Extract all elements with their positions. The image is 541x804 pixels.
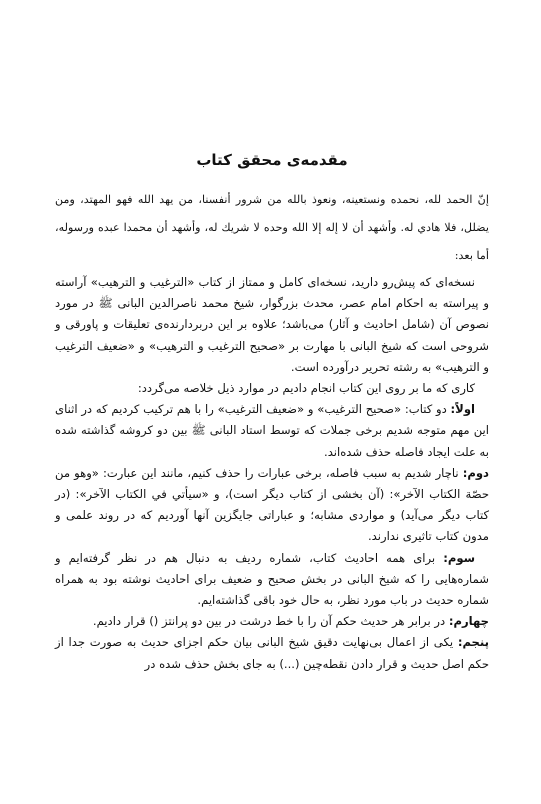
paragraph-summary: کاری که ما بر روی این کتاب انجام دادیم در موارد ذیل خلاصه می‌گردد: — [137, 381, 475, 396]
arabic-intro: إنّ الحمد لله، نحمده ونستعينه، ونعوذ بالله من شرور أنفسنا، من يهد الله فهو المهتد، ومن يضلل، فلا هادي له. وأشهد أن لا إله إلا الله وحده لا شريك له، وأشهد أن محمدا عبده ورسوله، أما بعد: — [55, 193, 489, 262]
list-item-first — [55, 399, 489, 463]
list-item-fifth — [55, 632, 489, 674]
item-label-fifth: پنجم: — [457, 635, 489, 650]
item-text-second: ناچار شدیم به سبب فاصله، برخی عبارات را حذف کنیم، مانند این عبارت: «وهو من حصّة الكتاب الآخر»: (آن بخشی از کتاب دیگر است)، و «سیأتي في الكتاب الآخر»: (در کتاب دیگر می‌آید) و مواردی مشابه؛ و عباراتی جایگزین آنها آوردیم که در روند علمی و مدون کتاب تاثیری ندارند. — [55, 465, 489, 544]
document-page — [55, 150, 489, 675]
list-item-second — [55, 463, 489, 548]
list-item-third — [55, 548, 489, 612]
item-text-fifth: یکی از اعمال بی‌نهایت دقیق شیخ البانی بیان حکم اجزای حدیث به صورت جدا از حکم اصل حدیث و قرار دادن نقطه‌چین (...) به جای بخش حذف شده در — [55, 635, 489, 671]
item-label-second: دوم: — [462, 465, 489, 480]
page-title: مقدمه‌ی محقق کتاب — [196, 151, 348, 169]
item-label-fourth: چهارم: — [448, 614, 489, 629]
item-text-third: برای همه احادیث کتاب، شماره ردیف به دنبال هم در نظر گرفته‌ایم و شماره‌هایی را که شیخ البانی در بخش صحیح و ضعیف برای احادیث نوشته بود به همراه شماره حدیث در باب مورد نظر، به حال خود باقی گذاشته‌ایم. — [55, 550, 489, 608]
paragraph-intro: نسخه‌ای که پیش‌رو دارید، نسخه‌ای کامل و ممتاز از کتاب «الترغیب و الترهیب» آراسته و پیراسته به احکام امام عصر، محدث بزرگوار، شیخ محمد ناصرالدین البانی ﷺ در مورد نصوص آن (شامل احادیث و آثار) می‌باشد؛ علاوه بر این دربردارنده‌ی تعلیقات و پاورقی و شروحی است که شیخ البانی با مهارت بر «صحیح الترغیب و الترهیب» و «ضعیف الترغیب و الترهیب» به رشته تحریر درآورده است. — [55, 275, 489, 374]
item-label-third: سوم: — [443, 550, 475, 565]
item-text-fourth: در برابر هر حدیث حکم آن را با خط درشت در بین دو پرانتز () قرار دادیم. — [92, 614, 449, 629]
list-item-fourth — [55, 611, 489, 632]
item-text-first: دو کتاب: «صحیح الترغیب» و «ضعیف الترغیب» را با هم ترکیب کردیم که در اثنای این مهم متوجه شدیم برخی جملات که توسط استاد البانی ﷺ بین دو کروشه گذاشته شده به علت ایجاد فاصله حذف شده‌اند. — [55, 402, 489, 459]
item-label-first: اولاً: — [450, 402, 475, 417]
